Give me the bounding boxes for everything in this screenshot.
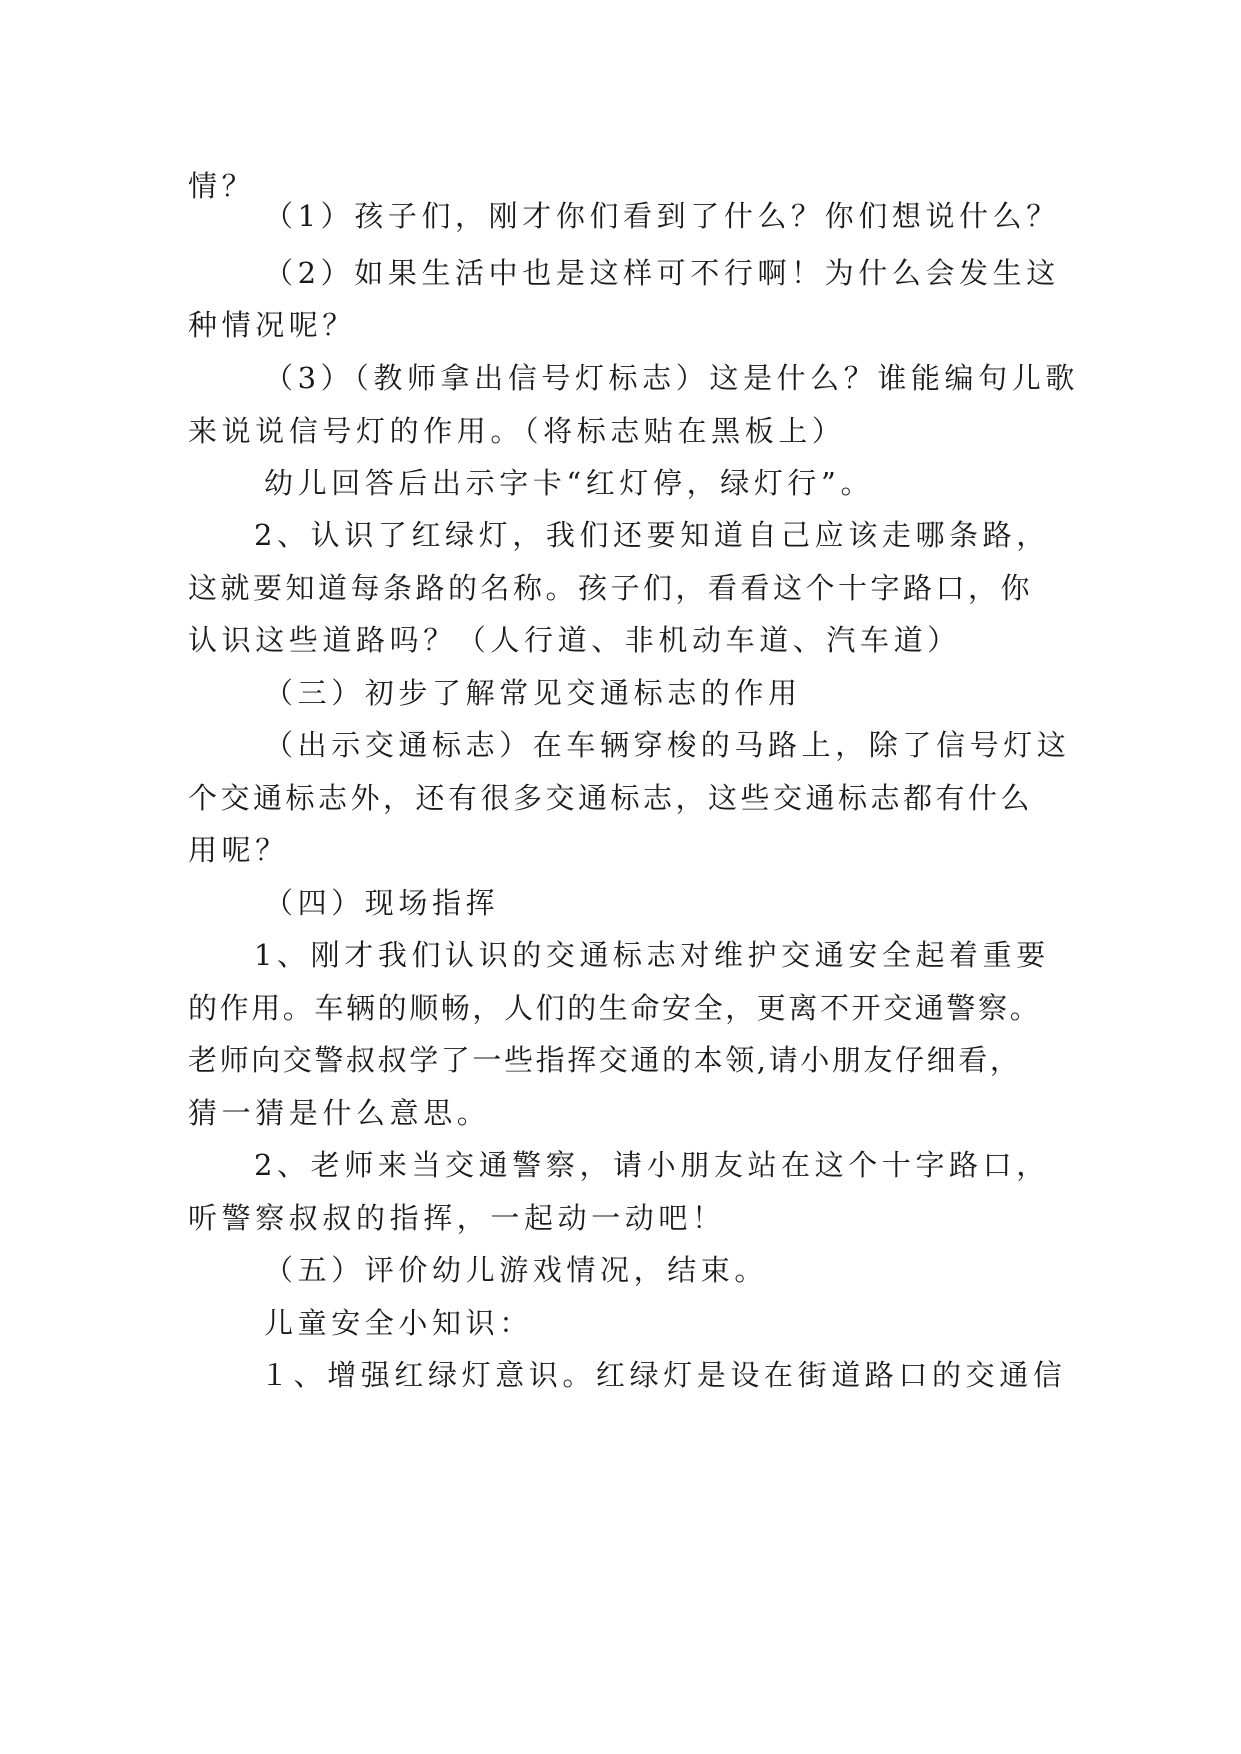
- text-line: 2、认识了红绿灯，我们还要知道自己应该走哪条路，: [254, 518, 1050, 552]
- text-line: 认识这些道路吗？（人行道、非机动车道、汽车道）: [188, 623, 961, 657]
- text-line: 种情况呢？: [188, 308, 357, 342]
- text-line: 用呢？: [188, 833, 289, 867]
- text-line: 儿童安全小知识：: [264, 1306, 533, 1340]
- text-line: （四）现场指挥: [264, 886, 500, 920]
- text-line: 2、老师来当交通警察，请小朋友站在这个十字路口，: [254, 1148, 1050, 1182]
- text-line: 个交通标志外，还有很多交通标志，这些交通标志都有什么: [188, 781, 1034, 815]
- text-line: １、增强红绿灯意识。红绿灯是设在街道路口的交通信: [260, 1358, 1067, 1392]
- text-line: （1）孩子们，刚才你们看到了什么？你们想说什么？: [264, 199, 1060, 233]
- text-line: （五）评价幼儿游戏情况，结束。: [264, 1253, 769, 1287]
- text-line: 来说说信号灯的作用。（将标志贴在黑板上）: [188, 414, 846, 448]
- text-line: 听警察叔叔的指挥，一起动一动吧！: [188, 1201, 726, 1235]
- text-line: 这就要知道每条路的名称。孩子们，看看这个十字路口，你: [188, 571, 1034, 605]
- text-line: 的作用。车辆的顺畅，人们的生命安全，更离不开交通警察。: [188, 991, 1042, 1025]
- text-line: 老师向交警叔叔学了一些指挥交通的本领,请小朋友仔细看，: [188, 1043, 1022, 1077]
- text-line: 幼儿回答后出示字卡“红灯停，绿灯行”。: [264, 466, 875, 500]
- text-line: 猜一猜是什么意思。: [188, 1096, 491, 1130]
- text-line: （出示交通标志）在车辆穿梭的马路上，除了信号灯这: [264, 728, 1071, 762]
- text-line: 1、刚才我们认识的交通标志对维护交通安全起着重要: [254, 938, 1050, 972]
- text-line: 情？: [188, 169, 256, 203]
- text-line: （2）如果生活中也是这样可不行啊！为什么会发生这: [264, 256, 1060, 290]
- text-line: （3）（教师拿出信号灯标志）这是什么？谁能编句儿歌: [264, 361, 1079, 395]
- text-line: （三）初步了解常见交通标志的作用: [264, 676, 802, 710]
